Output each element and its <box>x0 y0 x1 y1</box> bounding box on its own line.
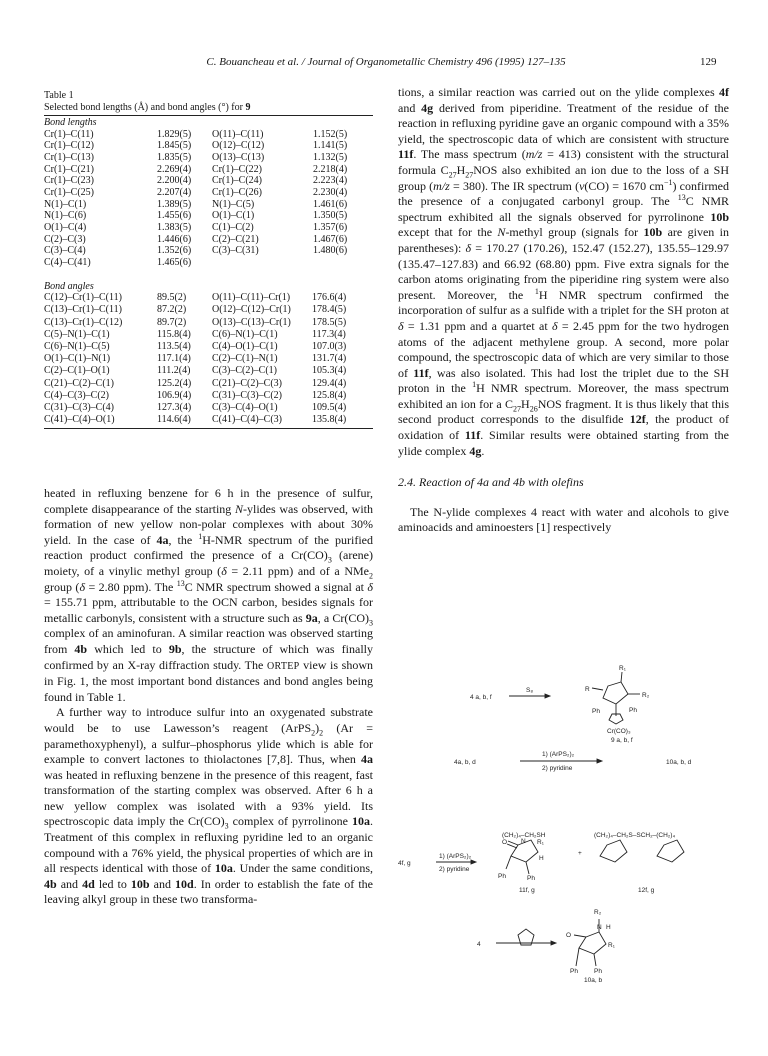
table-label: Table 1 <box>44 90 74 101</box>
reaction-scheme <box>398 664 729 1009</box>
table-row <box>44 187 373 199</box>
table-cell: 2.200(4) <box>157 175 192 187</box>
table-cell: 111.2(4) <box>157 365 191 377</box>
scheme-label: Ph <box>570 968 578 975</box>
scheme-label: 2) pyridine <box>439 866 470 873</box>
table-cell: C(21)–C(2)–C(1) <box>44 377 114 389</box>
superscript: 1 <box>198 531 203 541</box>
table-cell <box>212 257 313 269</box>
text-run: led to <box>94 876 131 891</box>
table-cell: O(13)–C(13) <box>212 151 265 163</box>
table-cell: Cr(1)–C(23) <box>44 175 94 187</box>
text-run: δ <box>465 240 472 255</box>
scheme-label: H <box>606 924 611 931</box>
table-row <box>44 152 373 164</box>
subscript: 3 <box>368 618 373 628</box>
table-cell: C(41)–C(4)–C(3) <box>212 414 282 426</box>
pyrrolinone-ring-12b <box>657 840 684 862</box>
text-run: complex of pyrrolinone <box>228 814 352 829</box>
table-row <box>44 164 373 176</box>
compound-ref: 4a <box>156 532 169 547</box>
scheme-label: Ph <box>629 707 637 714</box>
subscript: 3 <box>224 821 229 831</box>
table-cell: 1.132(5) <box>313 151 348 163</box>
table-cell: C(1)–C(2) <box>212 222 254 233</box>
table-cell: 1.383(5) <box>157 222 192 233</box>
compound-ref: 4g <box>469 443 482 458</box>
compound-ref: 10b <box>643 225 663 240</box>
text-run: H-NMR spectrum of the purified reaction product confirmed the presence of a Cr(CO) <box>44 532 373 563</box>
table-cell: N(1)–C(5) <box>212 198 255 210</box>
arrowhead <box>471 860 476 864</box>
text-run: δ <box>552 318 558 333</box>
table-top-rule <box>44 115 373 116</box>
table-cell: 1.455(6) <box>157 210 192 222</box>
running-head: C. Bouancheau et al. / Journal of Organometallic Chemistry 496 (1995) 127–135 <box>206 56 566 68</box>
right-column <box>398 85 729 536</box>
table-row <box>44 222 373 234</box>
text-run: complex of an aminofuran. A similar reaction was observed starting from <box>44 626 373 656</box>
text-run: ORTEP <box>266 660 300 672</box>
table-cell: 129.4(4) <box>312 377 347 389</box>
scheme-label: 4 <box>477 941 481 948</box>
scheme-label: 10a, b <box>584 977 603 984</box>
compound-ref: 4b <box>74 641 88 656</box>
text-run: δ <box>221 563 227 578</box>
scheme-label: 4f, g <box>398 860 411 867</box>
scheme-label: R₁ <box>537 839 544 846</box>
table-cell: 1.480(6) <box>313 245 348 257</box>
table-cell: 178.4(5) <box>312 304 347 316</box>
table-cell: C(4)–C(41) <box>44 257 91 269</box>
text-run: . <box>481 443 485 458</box>
table-cell: Cr(1)–C(25) <box>44 186 94 198</box>
text-run: which led to <box>87 641 169 656</box>
bond-angles-heading: Bond angles <box>44 280 94 292</box>
scheme-label: O <box>502 839 508 846</box>
text-run: . Under the same conditions, <box>232 861 373 876</box>
text-run: was heated in refluxing benzene in the presence of this reagent, fast transformation of the starting complex was observed. After 6 h a new yellow complex was isolated with a 93% yield. Its spectroscopic data imply the Cr(CO) <box>44 767 373 829</box>
table-cell <box>313 257 373 269</box>
table-cell: 1.152(5) <box>313 128 348 140</box>
scheme-label: Ph <box>594 968 602 975</box>
table-cell: 176.6(4) <box>312 292 347 304</box>
table-cell: 1.352(6) <box>157 245 192 257</box>
table-row <box>44 210 373 222</box>
text-run: -methyl group (signals for <box>505 225 644 240</box>
table-row <box>44 402 373 414</box>
text-run: ν <box>579 178 585 193</box>
arrowhead <box>597 759 602 763</box>
scheme-label: 2) pyridine <box>542 765 573 772</box>
text-run: = 413) consistent with the structural formula C <box>398 147 729 177</box>
table-cell: 2.223(4) <box>313 175 348 187</box>
arrowhead <box>551 941 556 945</box>
bond <box>576 948 579 966</box>
table-cell: 135.8(4) <box>312 414 347 426</box>
reaction-scheme-svg <box>398 664 729 1009</box>
compound-ref: 10a <box>352 814 370 829</box>
text-run: and <box>398 100 422 115</box>
table-caption-text: Selected bond lengths (Å) and bond angles (°) for <box>44 101 246 113</box>
table-row <box>44 175 373 187</box>
table-cell: C(3)–C(31) <box>212 245 259 257</box>
text-run: group ( <box>44 579 80 594</box>
table-cell: C(2)–C(1)–O(1) <box>44 365 110 377</box>
pyrrolinone-ring-12a <box>600 840 627 862</box>
table-cell: C(12)–Cr(1)–C(11) <box>44 292 122 304</box>
bond-lengths-heading: Bond lengths <box>44 117 97 128</box>
text-run: m/z <box>525 147 543 162</box>
text-run: ) confirmed the presence of a conjugated carbonyl group. The <box>398 178 729 209</box>
table-cell: C(6)–N(1)–C(1) <box>212 328 278 340</box>
text-run: are given in parentheses): <box>398 225 729 255</box>
table-bottom-rule <box>44 428 373 429</box>
scheme-label: 11f, g <box>519 887 535 894</box>
text-run: m/z <box>433 178 450 193</box>
text-run: H NMR spectrum confirmed the incorporation of sulfur as a sulfide with a triplet for the SH proton at <box>398 287 729 318</box>
table-cell: N(1)–C(6) <box>44 210 87 222</box>
compound-ref: 4a <box>361 752 373 767</box>
scheme-label: 4a, b, d <box>454 759 476 766</box>
table-cell: C(13)–Cr(1)–C(12) <box>44 316 123 328</box>
table-cell: Cr(1)–C(21) <box>44 163 94 175</box>
table-row <box>44 234 373 246</box>
compound-ref: 10d <box>175 876 194 891</box>
table-cell: O(11)–C(11)–Cr(1) <box>212 292 291 304</box>
text-run: N <box>234 501 243 516</box>
table-cell: 109.5(4) <box>312 401 347 413</box>
table-cell: C(4)–O(1)–C(1) <box>212 341 278 352</box>
left-column <box>44 486 373 908</box>
scheme-label: S₈ <box>526 687 534 694</box>
table-cell: Cr(1)–C(24) <box>212 175 262 187</box>
table-cell: 114.6(4) <box>157 414 191 426</box>
text-run: . The mass spectrum ( <box>413 147 526 162</box>
table-cell: 1.141(5) <box>313 140 348 152</box>
scheme-label: Ph <box>527 875 535 882</box>
table-cell: C(5)–N(1)–C(1) <box>44 328 110 340</box>
left-paragraph-1 <box>44 486 373 705</box>
table-row <box>44 292 373 304</box>
table-cell: 127.3(4) <box>157 401 192 413</box>
subscript: 2 <box>311 728 316 738</box>
text-run: . Similar results were obtained starting from the ylide complex <box>398 428 729 458</box>
table-cell: 131.7(4) <box>312 353 347 365</box>
table-cell: C(31)–C(3)–C(4) <box>44 401 114 413</box>
compound-ref: 11f <box>464 428 481 443</box>
text-run: δ <box>367 579 373 594</box>
text-run: A further way to introduce sulfur into an oxygenated substrate would be to use Lawesson’s reagent (ArPS <box>44 705 373 735</box>
compound-ref: 4d <box>82 876 95 891</box>
table-row <box>44 245 373 257</box>
compound-ref: 11f <box>413 365 429 380</box>
table-cell: C(3)–C(4)–O(1) <box>212 401 278 413</box>
scheme-label: 12f, g <box>638 887 655 894</box>
table-row <box>44 414 373 426</box>
table-cell: O(1)–C(1)–N(1) <box>44 353 111 365</box>
table-cell: O(1)–C(4) <box>44 222 87 233</box>
bond <box>592 688 603 690</box>
table-cell: 107.0(3) <box>312 341 347 352</box>
subscript: 2 <box>369 571 373 581</box>
scheme-label: O <box>566 932 572 939</box>
table-cell: 1.829(5) <box>157 128 192 140</box>
compound-ref: 12f <box>629 412 646 427</box>
text-run: H <box>456 162 466 177</box>
text-run: ) <box>315 720 320 735</box>
scheme-label: Cr(CO)₃ <box>607 728 631 735</box>
subscript: 27 <box>513 404 522 414</box>
table-cell: 1.465(6) <box>157 257 192 269</box>
table-cell: O(12)–C(12) <box>212 140 265 152</box>
left-paragraph-2 <box>44 705 373 908</box>
table-cell: 1.350(5) <box>313 210 348 222</box>
table-1 <box>44 90 373 429</box>
table-cell: 178.5(5) <box>312 316 347 328</box>
scheme-label: Ph <box>498 873 506 880</box>
scheme-label: R <box>585 686 590 693</box>
text-run: derived from piperidine. Treatment of the residue of the reaction in refluxing pyridine gave an organic compound with a 35% yield, the spectroscopic data of which are consistent with structure <box>398 100 730 146</box>
table-cell: 1.357(6) <box>313 222 348 233</box>
text-run: except that for the <box>398 225 498 240</box>
subscript: 2 <box>319 728 324 738</box>
table-cell: O(1)–C(1) <box>212 210 255 222</box>
table-cell: C(3)–C(2)–C(1) <box>212 365 277 377</box>
compound-ref: 4b <box>44 876 57 891</box>
table-cell: C(13)–Cr(1)–C(11) <box>44 304 122 316</box>
text-run: C NMR spectrum exhibited all the signals observed for pyrrolinone <box>398 194 729 224</box>
right-paragraph-2: The N-ylide complexes 4 react with water and alcohols to give aminoacids and aminoesters [1] respectively <box>398 504 729 535</box>
table-cell: O(13)–C(13)–Cr(1) <box>212 316 291 328</box>
text-run: heated in refluxing benzene for 6 h in the presence of sulfur, complete disappearance of the starting <box>44 486 373 516</box>
text-run: = 380). The IR spectrum ( <box>449 178 580 193</box>
table-cell: 1.461(6) <box>313 198 348 210</box>
text-run: (CO) = 1670 cm <box>584 178 664 193</box>
table-cell: 89.5(2) <box>157 292 187 304</box>
pyrrolinone-ring-10 <box>579 932 606 954</box>
compound-ref: 10a <box>214 861 233 876</box>
scheme-label: 10a, b, d <box>666 759 692 766</box>
text-run: . In order to establish the fate of the leaving alkyl group in these two transforma- <box>44 876 374 907</box>
section-title: 2.4. Reaction of 4a and 4b with olefins <box>398 475 584 490</box>
table-row <box>44 353 373 365</box>
table-row <box>44 140 373 152</box>
bond <box>594 954 596 966</box>
table-cell: 1.467(6) <box>313 233 348 245</box>
table-row <box>44 304 373 316</box>
scheme-label: Ph <box>592 708 600 715</box>
table-cell: O(12)–C(12)–Cr(1) <box>212 304 291 316</box>
table-cell: 117.1(4) <box>157 353 191 365</box>
bond-lengths-body <box>44 129 373 269</box>
compound-ref: 9b <box>168 641 182 656</box>
table-cell: 87.2(2) <box>157 304 187 316</box>
text-run: , the structure of which was finally confirmed by an X-ray diffraction study. The <box>44 641 374 672</box>
text-run: H NMR spectrum. Moreover, the mass spectrum exhibited an ion for a C <box>398 381 729 411</box>
text-run: = 1.31 ppm and a quartet at <box>403 318 552 333</box>
superscript: 13 <box>677 193 686 203</box>
table-row <box>44 129 373 141</box>
text-run: NOS also exhibited an ion due to the loss of a SH group ( <box>398 162 729 193</box>
bond <box>506 856 511 869</box>
scheme-label: R₁ <box>608 942 615 949</box>
text-run: = 170.27 (170.26), 152.47 (152.27), 135.55–129.97 (135.47–127.83) and 66.92 (68.80) ppm. Five extra signals for the carbon atoms originating from the piperidine ring system were also present. Moreover, the <box>398 240 729 302</box>
text-run: (arene) moiety, of a vinylic methyl group ( <box>44 548 374 578</box>
text-run: , a Cr(CO) <box>317 610 369 625</box>
text-run: , the product of oxidation of <box>398 412 730 443</box>
subscript: 3 <box>327 555 332 565</box>
bond <box>621 672 622 682</box>
table-cell: N(1)–C(1) <box>44 198 87 210</box>
table-cell: 113.5(4) <box>157 341 191 352</box>
table-cell: 125.8(4) <box>312 389 347 401</box>
table-cell: 117.3(4) <box>312 328 346 340</box>
text-run: H <box>521 396 530 411</box>
table-cell: 2.207(4) <box>157 186 192 198</box>
text-run: δ <box>398 318 404 333</box>
right-paragraph-1 <box>398 85 729 459</box>
table-cell: Cr(1)–C(26) <box>212 186 262 198</box>
table-cell: C(21)–C(2)–C(3) <box>212 377 282 389</box>
table-row <box>44 317 373 329</box>
table-cell: C(3)–C(4) <box>44 245 86 257</box>
table-cell: 2.269(4) <box>157 163 192 175</box>
scheme-label: R₂ <box>594 909 602 916</box>
carbonyl-bond <box>507 844 517 848</box>
table-cell: C(41)–C(4)–O(1) <box>44 414 115 426</box>
table-caption <box>44 102 373 114</box>
text-run: . Treatment of this complex in refluxing pyridine led to an organic compound with a 76% yield, the physical properties of which are in all respects identical with those of <box>44 814 373 876</box>
text-run: and <box>56 876 83 891</box>
text-run: (Ar = paramethoxyphenyl), a sulfur–phosphorus ylide which is able for example to convert lactones to thiolactones [7,8]. Thus, when <box>44 720 373 767</box>
text-run: δ <box>79 579 86 594</box>
table-cell: 105.3(4) <box>312 365 347 377</box>
superscript: 13 <box>176 578 185 588</box>
table-cell: 106.9(4) <box>157 389 192 401</box>
text-run: , the <box>168 532 199 547</box>
scheme-label: R₂ <box>642 692 650 699</box>
page-number: 129 <box>700 56 717 68</box>
table-cell: 1.446(6) <box>157 233 192 245</box>
table-cell: 125.2(4) <box>157 377 192 389</box>
subscript: 26 <box>529 404 538 414</box>
table-row <box>44 257 373 269</box>
table-cell: 1.835(5) <box>157 151 192 163</box>
table-cell: O(11)–C(11) <box>212 128 264 140</box>
scheme-label: 9 a, b, f <box>611 737 633 744</box>
bond <box>526 862 529 874</box>
table-row <box>44 365 373 377</box>
compound-ref: 4f <box>719 85 729 99</box>
text-run: NOS fragment. It is thus likely that this second product corresponds to the disulfide <box>398 396 729 427</box>
carbonyl-bond <box>574 935 586 937</box>
table-cell: 1.845(5) <box>157 140 192 152</box>
table-cell: C(2)–C(21) <box>212 233 259 245</box>
text-run: and <box>149 876 176 891</box>
text-run: -ylides was observed, with formation of new yellow non-polar complexes with about 30% yield. In the case of <box>44 501 373 547</box>
table-cell: C(2)–C(1)–N(1) <box>212 353 278 365</box>
scheme-label: + <box>578 850 582 857</box>
scheme-label: 1) (ArPS₂)₂ <box>439 853 472 860</box>
scheme-label: (CH₂)₄–CH₂SH <box>502 832 546 839</box>
table-row <box>44 199 373 211</box>
text-run: = 155.71 ppm, attributable to the OCN carbon, besides signals for metallic carbonyls, consistent with a structure such as <box>44 595 373 625</box>
table-cell: Cr(1)–C(11) <box>44 128 94 140</box>
compound-ref: 10b <box>130 876 150 891</box>
subscript: 27 <box>465 170 474 180</box>
table-cell: 2.230(4) <box>313 186 348 198</box>
table-cell: 89.7(2) <box>157 316 187 328</box>
compound-ref: 11f <box>398 147 414 162</box>
text-run: = 2.45 ppm for the two hydrogen atoms of the adjacent methylene group. A second, more polar compound, the spectroscopic data of which are very similar to those of <box>398 318 730 380</box>
table-cell: Cr(1)–C(22) <box>212 163 262 175</box>
table-cell: C(31)–C(3)–C(2) <box>212 389 282 401</box>
table-cell: C(6)–N(1)–C(5) <box>44 341 110 352</box>
table-row <box>44 378 373 390</box>
subscript: 27 <box>448 170 457 180</box>
table-row <box>44 329 373 341</box>
table-caption-compound: 9 <box>245 101 251 113</box>
text-run: C NMR spectrum showed a signal at <box>184 579 368 594</box>
table-cell: 115.8(4) <box>157 328 191 340</box>
table-cell: C(2)–C(3) <box>44 233 86 245</box>
compound-ref: 10b <box>710 209 729 224</box>
text-run: view is shown in Fig. 1, the most important bond distances and bond angles being found in Table 1. <box>44 657 373 704</box>
compound-ref: 4g <box>421 100 434 115</box>
scheme-label: N <box>521 838 526 845</box>
text-run: tions, a similar reaction was carried out on the ylide complexes <box>398 85 719 99</box>
superscript: −1 <box>664 177 673 187</box>
superscript: 1 <box>534 286 539 296</box>
bond-angles-body <box>44 292 373 426</box>
carbonyl-bond <box>508 841 518 845</box>
table-cell: Cr(1)–C(12) <box>44 140 94 152</box>
table-cell: 1.389(5) <box>157 198 192 210</box>
scheme-label: R₁ <box>619 665 626 672</box>
text-run: = 2.11 ppm) and of a NMe <box>226 563 369 578</box>
scheme-label: 1) (ArPS₂)₂ <box>542 751 575 758</box>
compound-ref: 9a <box>305 610 318 625</box>
text-run: N <box>497 225 506 240</box>
furan-ring <box>603 682 628 704</box>
superscript: 1 <box>472 380 477 390</box>
scheme-label: H <box>539 855 544 862</box>
arrowhead <box>545 694 550 698</box>
scheme-label: 4 a, b, f <box>470 694 492 701</box>
table-cell: Cr(1)–C(13) <box>44 151 94 163</box>
scheme-label: N <box>597 924 602 931</box>
table-row <box>44 390 373 402</box>
table-row <box>44 341 373 353</box>
table-cell: 2.218(4) <box>313 163 348 175</box>
table-cell: C(4)–C(3)–C(2) <box>44 389 109 401</box>
text-run: , was also isolated. This had lost the triplet due to the SH proton in the <box>398 365 730 396</box>
scheme-label: (CH₂)₄–CH₂S–SCH₂–(CH₂)₄ <box>594 832 676 839</box>
text-run: = 2.80 ppm). The <box>85 579 177 594</box>
